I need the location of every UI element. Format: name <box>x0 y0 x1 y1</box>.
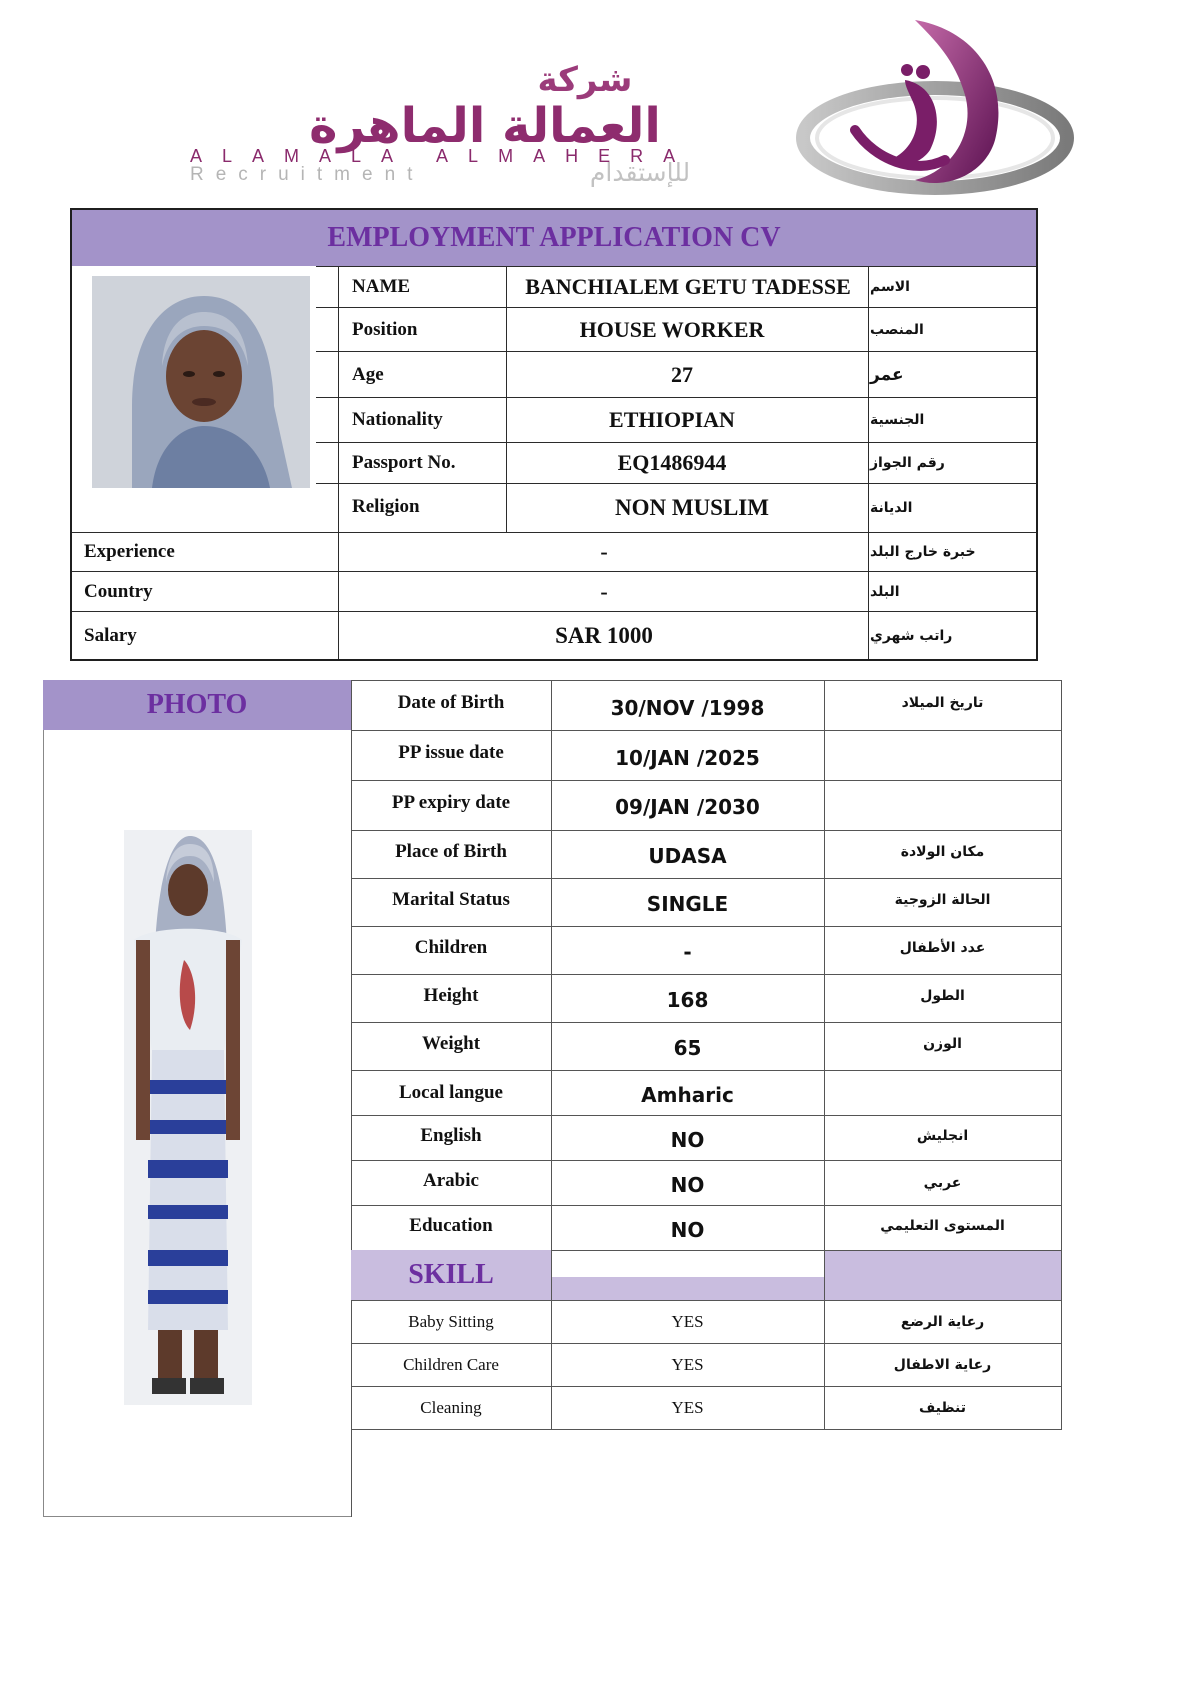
photo-header: PHOTO <box>43 680 351 730</box>
value-experience: - <box>600 539 608 564</box>
value-local-language: Amharic <box>641 1082 734 1107</box>
label-marital-status: Marital Status <box>392 889 510 910</box>
label-age: Age <box>352 363 384 385</box>
value-position: HOUSE WORKER <box>579 316 765 342</box>
skill-value-children-care: YES <box>671 1354 704 1374</box>
arabic-salary: راتب شهري <box>870 627 953 644</box>
label-salary: Salary <box>84 624 137 646</box>
logo-arabic-company: شركة <box>537 60 633 100</box>
arabic-children: عدد الأطفال <box>899 940 986 956</box>
arabic-nationality: الجنسية <box>870 412 925 428</box>
label-local-language: Local langue <box>399 1081 503 1103</box>
value-marital-status: SINGLE <box>646 892 729 916</box>
value-dob: 30/NOV /1998 <box>610 696 765 720</box>
company-logo <box>185 10 1075 200</box>
arabic-marital-status: الحالة الزوجية <box>894 892 991 908</box>
cv-title: EMPLOYMENT APPLICATION CV <box>72 210 1036 266</box>
arabic-arabic: عربي <box>923 1174 962 1191</box>
label-position: Position <box>352 318 418 340</box>
skill-label-cleaning: Cleaning <box>420 1397 482 1417</box>
value-salary: SAR 1000 <box>555 622 653 648</box>
cv-summary-table <box>70 208 1038 661</box>
skill-value-cleaning: YES <box>671 1397 704 1417</box>
skill-band <box>552 1277 824 1300</box>
value-name: BANCHIALEM GETU TADESSE <box>525 274 851 299</box>
portrait-photo <box>92 276 310 488</box>
arabic-english: انجليش <box>916 1127 969 1144</box>
label-children: Children <box>414 937 488 958</box>
label-education: Education <box>409 1214 493 1236</box>
skill-arabic-children-care: رعاية الاطفال <box>893 1356 992 1373</box>
label-pp-expiry: PP expiry date <box>391 792 511 813</box>
value-children: - <box>683 940 692 964</box>
arabic-height: الطول <box>920 988 965 1004</box>
arabic-experience: خبرة خارج البلد <box>870 544 976 560</box>
value-arabic: NO <box>670 1172 705 1197</box>
value-english: NO <box>670 1127 705 1152</box>
arabic-weight: الوزن <box>923 1036 962 1052</box>
logo-latin-name: ALAMALA ALMAHERA <box>190 146 696 166</box>
arabic-pp-issue <box>824 730 1061 780</box>
value-pp-issue: 10/JAN /2025 <box>615 746 760 770</box>
value-place-of-birth: UDASA <box>648 844 727 868</box>
arabic-country: البلد <box>870 583 900 600</box>
value-passport: EQ1486944 <box>617 450 727 475</box>
cv-details-table <box>43 680 1062 1517</box>
label-place-of-birth: Place of Birth <box>395 841 507 862</box>
arabic-place-of-birth: مكان الولادة <box>900 844 985 860</box>
label-experience: Experience <box>84 541 175 562</box>
skill-arabic-cleaning: تنظيف <box>919 1399 966 1416</box>
label-name: NAME <box>352 276 411 297</box>
logo-emblem-icon <box>795 10 1075 200</box>
value-age: 27 <box>671 361 693 387</box>
arabic-pp-expiry <box>824 780 1061 830</box>
arabic-passport: رقم الجواز <box>870 455 945 471</box>
arabic-education: المستوى التعليمي <box>880 1217 1005 1234</box>
label-pp-issue: PP issue date <box>398 742 504 763</box>
skill-band-arabic <box>825 1251 1061 1300</box>
label-arabic: Arabic <box>423 1169 479 1191</box>
skill-header: SKILL <box>351 1250 551 1300</box>
arabic-position: المنصب <box>870 321 924 338</box>
value-country: - <box>600 578 608 604</box>
skill-label-children-care: Children Care <box>403 1354 499 1374</box>
label-nationality: Nationality <box>352 409 443 430</box>
value-weight: 65 <box>673 1036 702 1060</box>
label-passport: Passport No. <box>352 452 456 473</box>
full-body-photo <box>124 830 252 1405</box>
value-education: NO <box>670 1217 705 1242</box>
arabic-religion: الديانة <box>870 500 913 516</box>
skill-arabic-baby-sitting: رعاية الرضع <box>900 1313 985 1330</box>
label-weight: Weight <box>421 1033 481 1054</box>
value-religion: NON MUSLIM <box>615 495 769 520</box>
label-country: Country <box>84 580 153 602</box>
full-photo-box <box>43 730 351 1517</box>
label-dob: Date of Birth <box>397 692 505 713</box>
logo-recruitment-text: Recruitment <box>190 164 425 185</box>
value-pp-expiry: 09/JAN /2030 <box>615 795 760 819</box>
skill-label-baby-sitting: Baby Sitting <box>408 1311 494 1331</box>
label-religion: Religion <box>352 496 420 517</box>
label-height: Height <box>423 985 479 1006</box>
arabic-local-language <box>824 1070 1061 1115</box>
arabic-age: عمر <box>870 364 904 385</box>
skill-value-baby-sitting: YES <box>671 1311 704 1331</box>
arabic-dob: تاريخ الميلاد <box>901 695 984 711</box>
value-height: 168 <box>666 988 709 1012</box>
arabic-name: الاسم <box>870 279 910 295</box>
value-nationality: ETHIOPIAN <box>609 407 735 432</box>
logo-arabic-name: العمالة الماهرة <box>309 98 661 154</box>
label-english: English <box>420 1124 482 1146</box>
logo-arabic-recruitment: للإستقدام <box>589 158 691 187</box>
